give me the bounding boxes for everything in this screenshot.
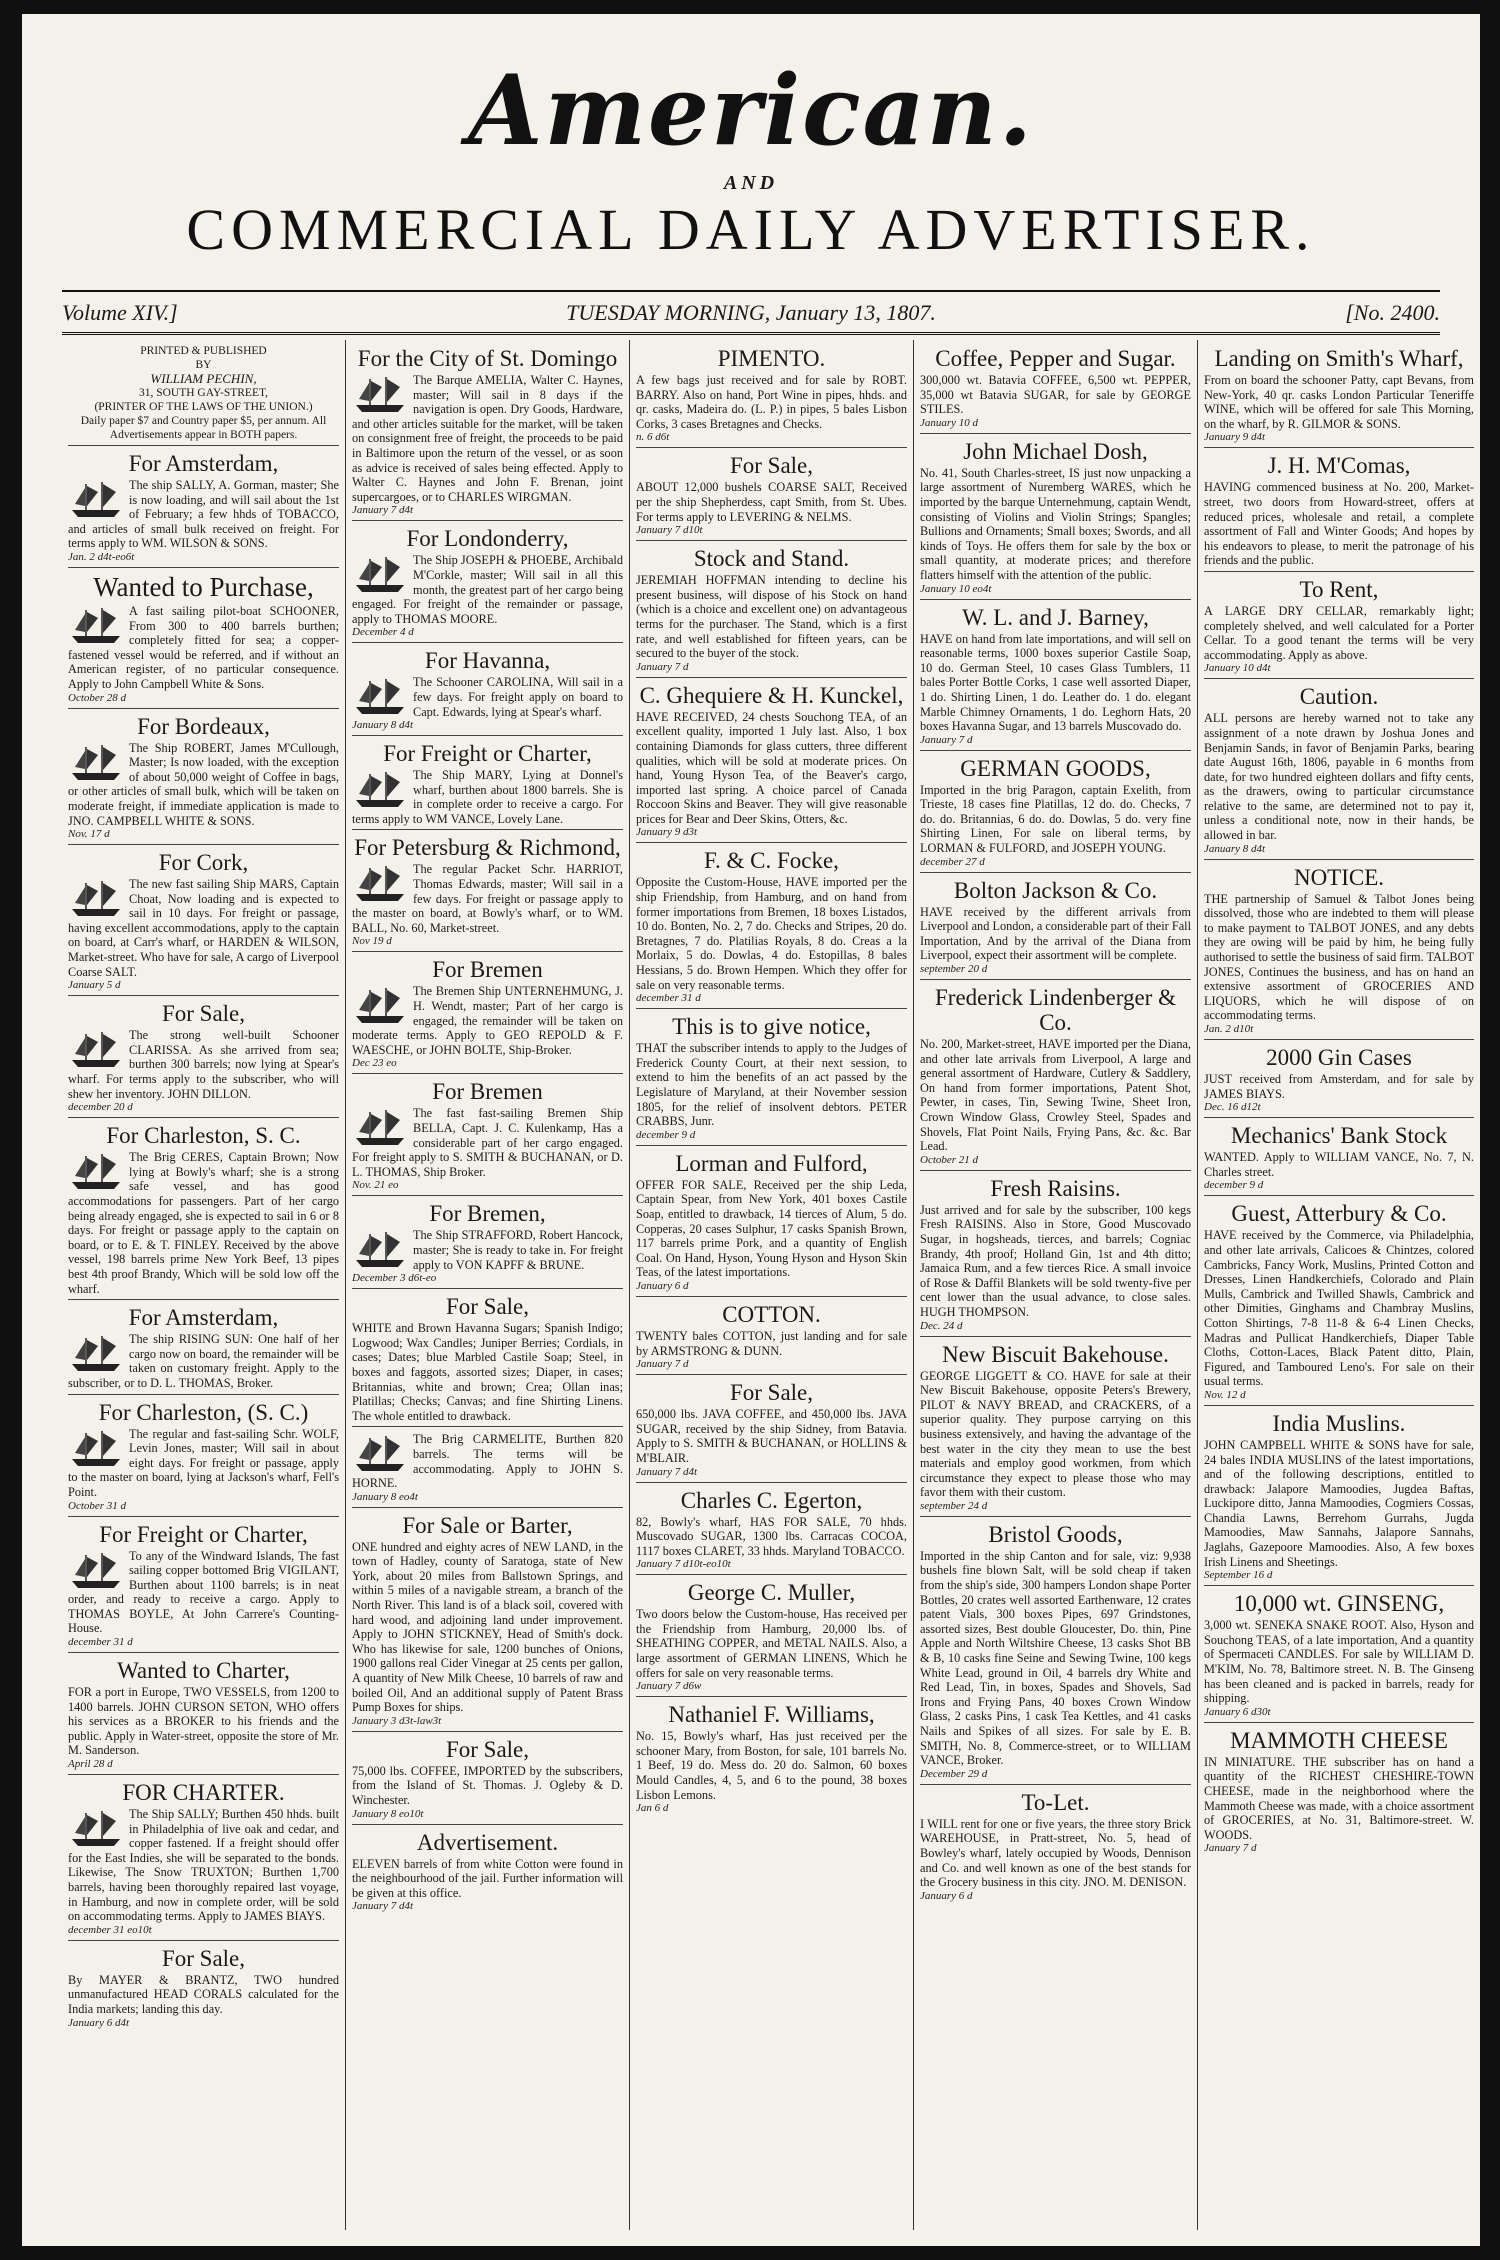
title-and: AND — [723, 172, 779, 194]
ship-icon — [68, 1152, 124, 1192]
ad-dateline: December 3 d6t-eo — [352, 1272, 437, 1285]
ad-body: JEREMIAH HOFFMAN intending to decline his present business, will dispose of his Stock on hand (which is a choice and excellent one) on advantageous terms for the purchaser. The Stand, which is a first rate, and well established for fifteen years, can be secured to the buyer of the stock. — [636, 573, 907, 661]
publisher-address: 31, SOUTH GAY-STREET, — [138, 387, 269, 399]
advertisement — [1204, 1411, 1474, 1586]
ad-body: No. 15, Bowly's wharf, Has just received per the schooner Mary, from Boston, for sale, 101 barrels No. 1 Beef, 19 do. Mess do. 20 do. Salmon, 60 boxes Mould Candles, 4, 5, and 6 to the pound, 38 boxes Lisbon Lemons. — [636, 1729, 907, 1802]
ship-icon — [68, 1809, 124, 1849]
advertisement — [1204, 1123, 1474, 1196]
ad-title: C. Ghequiere & H. Kunckel, — [639, 682, 904, 708]
ad-title: For Amsterdam, — [128, 1305, 279, 1331]
ad-body: The Ship SALLY; Burthen 450 hhds. built in Philadelphia of live oak and cedar, and copper fastened. If a freight should offer for the East Indies, she will be separated to the bonds. Likewise, The Snow TRUXTON; Burthen 1,700 barrels, having been thoroughly repaired last voyage, in Hamburg, and now in complete order, will be sold on accommodating terms. Apply to JAMES BIAYS. — [68, 1807, 339, 1924]
advertisement — [352, 1294, 623, 1427]
advertisement — [636, 848, 907, 1009]
ad-dateline: January 7 d — [1204, 1842, 1257, 1855]
advertisement — [352, 648, 623, 736]
ad-body: HAVE RECEIVED, 24 chests Souchong TEA, of an excellent quality, imported 1 July last. Also, 1 box containing Diamonds for glass cutters, three different qualities, which will be sold at moderate prices. On hand, Young Hyson Tea, of the Beaver's cargo, imported last spring. A choice parcel of Canada Roccoon Skins and Beaver. They will give reasonable prices for Bear and Deer Skins, Otters, &c. — [636, 709, 907, 826]
ad-body: 650,000 lbs. JAVA COFFEE, and 450,000 lbs. JAVA SUGAR, received by the ship Sidney, from Batavia. Apply to S. SMITH & BUCHANAN, or HOLLINS & M'BLAIR. — [636, 1407, 907, 1465]
advertisement — [352, 741, 623, 830]
ad-body: FOR a port in Europe, TWO VESSELS, from 1200 to 1400 barrels. JOHN CURSON SETON, WHO offers his services as a BROKER to his friends and the public. Apply in Water-street, opposite the store of Mr. M. Sanderson. — [68, 1685, 339, 1758]
column-1 — [62, 340, 346, 2230]
ad-title: To-Let. — [1021, 1789, 1090, 1815]
advertisement — [920, 1522, 1191, 1785]
advertisement — [636, 1488, 907, 1576]
advertisement — [352, 1830, 623, 1917]
advertisement — [1204, 684, 1474, 859]
ship-icon — [68, 1429, 124, 1469]
ad-title: Stock and Stand. — [693, 546, 850, 572]
ad-title: For Sale, — [161, 1001, 246, 1027]
ad-body: The new fast sailing Ship MARS, Captain Choat, Now loading and is expected to sail in 10 days. For freight or passage, having excellent accommodations, apply to the captain on board, at Carr's wharf, or HARDEN & WILSON, Market-street. Who have for sale, A cargo of Liverpool Coarse SALT. — [68, 877, 339, 979]
ad-dateline: January 8 eo4t — [352, 1490, 418, 1503]
ad-body: HAVE received by the different arrivals from Liverpool and London, a considerable part of their Fall Importation, And by the arrival of the Diana from Liverpool, expect their assortment will be complete. — [920, 904, 1191, 963]
advertisement — [1204, 577, 1474, 679]
ad-title: For Sale, — [729, 1380, 814, 1406]
advertisement — [68, 1522, 339, 1654]
ad-title: George C. Muller, — [687, 1580, 856, 1606]
advertisement — [920, 439, 1191, 600]
advertisement — [352, 526, 623, 643]
advertisement — [1204, 346, 1474, 448]
advertisement — [352, 1513, 623, 1732]
ship-icon — [68, 879, 124, 919]
ad-body: 82, Bowly's wharf, HAS FOR SALE, 70 hhds. Muscovado SUGAR, 1300 lbs. Carracas COCOA, 1117 boxes CLARET, 33 hhds. Maryland TOBACCO. — [636, 1514, 907, 1558]
ad-dateline: January 7 d — [636, 660, 689, 673]
advertisement — [636, 683, 907, 844]
ad-title: NOTICE. — [1293, 864, 1385, 890]
advertisement — [1204, 1045, 1474, 1118]
ad-title: For Freight or Charter, — [99, 1521, 308, 1547]
publisher-name: WILLIAM PECHIN, — [150, 371, 257, 386]
ad-body: The Schooner CAROLINA, Will sail in a few days. For freight apply on board to Capt. Edwards, lying at Spear's wharf. — [413, 675, 623, 719]
ad-dateline: January 7 d — [636, 1358, 689, 1371]
ad-title: Caution. — [1299, 684, 1379, 710]
advertisement — [636, 1702, 907, 1818]
advertisement — [352, 346, 623, 521]
advertisement — [68, 1001, 339, 1118]
ad-body: The strong well-built Schooner CLARISSA. As she arrived from sea; burthen 300 barrels; now lying at Spear's wharf. For terms apply to the subscriber, who will shew her inventory. JOHN DILLON. — [68, 1028, 339, 1101]
ad-title: Guest, Atterbury & Co. — [1231, 1201, 1447, 1227]
ad-dateline: December 4 d — [352, 626, 414, 639]
ad-body: WHITE and Brown Havanna Sugars; Spanish Indigo; Logwood; Wax Candles; Juniper Berries; Cordials, in cases; Dates; blue Marbled Castile Soap; Steel, in boxes and faggots, assorted sizes; Diaper, in cases; Britannias, white and brown; Crea; Ollan inas; Platillas; Checks; Canvas; and fine Shirting Linens. The whole entitled to drawback. — [352, 1321, 623, 1423]
imprint-line: (PRINTER OF THE LAWS OF THE UNION.) — [94, 401, 313, 413]
advertisement — [920, 878, 1191, 980]
ad-dateline: January 6 d30t — [1204, 1705, 1271, 1718]
advertisement — [68, 1400, 339, 1517]
advertisement — [920, 756, 1191, 873]
volume-number: Volume XIV.] — [62, 300, 178, 325]
advertisement — [920, 346, 1191, 434]
ad-title: For Bremen — [432, 957, 543, 983]
ad-body: The regular and fast-sailing Schr. WOLF, Levin Jones, master; Will sail in about eight days. For freight or passage, apply to the master on board, lying at Jackson's wharf, Fell's Point. — [68, 1426, 339, 1499]
advertisement — [920, 1342, 1191, 1517]
ad-dateline: Nov. 17 d — [68, 828, 110, 841]
ad-dateline: december 27 d — [920, 855, 985, 868]
ad-dateline: January 6 d — [636, 1279, 689, 1292]
ad-dateline: January 7 d4t — [352, 1900, 414, 1913]
ad-dateline: Nov. 21 eo — [352, 1179, 399, 1192]
subscription-terms: Daily paper $7 and Country paper $5, per annum. All Advertisements appear in BOTH papers. — [80, 415, 327, 441]
ad-dateline: January 10 d4t — [1204, 662, 1271, 675]
ad-title: For Bremen, — [429, 1201, 546, 1227]
ship-icon — [352, 555, 408, 595]
ad-title: FOR CHARTER. — [122, 1780, 285, 1806]
ad-dateline: January 10 d — [920, 416, 979, 429]
ad-body: The regular Packet Schr. HARRIOT, Thomas Edwards, master; Will sail in a few days. For freight or passage apply to the master on board, at Bowly's wharf, or to WM. BALL, No. 60, Market-street. — [352, 862, 623, 935]
ad-title: For Amsterdam, — [128, 451, 279, 476]
advertisement — [1204, 453, 1474, 572]
ad-dateline: september 20 d — [920, 963, 988, 976]
ad-dateline: September 16 d — [1204, 1569, 1273, 1582]
ad-dateline: January 5 d — [68, 979, 121, 992]
ad-body: The fast fast-sailing Bremen Ship BELLA, Capt. J. C. Kulenkamp, Has a considerable part of her cargo engaged. For freight apply to S. SMITH & BUCHANAN, or D. L. THOMAS, Ship Broker. — [352, 1106, 623, 1179]
advertisement — [636, 1380, 907, 1482]
ship-icon — [68, 606, 124, 646]
ad-body: A few bags just received and for sale by ROBT. BARRY. Also on hand, Port Wine in pipes, hhds. and qr. casks, Madeira do. (L. P.) in pipes, 5 bales Lisbon Corks, 3 cases Bretagnes and Checks. — [636, 373, 907, 431]
ad-body: GEORGE LIGGETT & CO. HAVE for sale at their New Biscuit Bakehouse, opposite Peters's Brewery, PILOT & NAVY BREAD, and CRACKERS, of a superior quality. They purpose carrying on this business extensively, and having the advantage of the best water in the city they mean to use the best materials and employ good workmen, from which circumstance they expect to please those who may favor them with their custom. — [920, 1368, 1191, 1500]
advertisement — [68, 850, 339, 996]
ad-dateline: January 3 d3t-law3t — [352, 1714, 442, 1727]
advertisement — [636, 1014, 907, 1146]
ad-dateline: december 20 d — [68, 1101, 133, 1114]
ad-title: For Bremen — [432, 1079, 543, 1105]
ad-title: For Sale, — [445, 1294, 530, 1320]
ad-dateline: January 7 d10t — [636, 524, 703, 537]
ad-dateline: January 7 d — [920, 733, 973, 746]
ad-body: 3,000 wt. SENEKA SNAKE ROOT. Also, Hyson and Souchong TEAS, of a late importation, And a quantity of Spermaceti CANDLES. For sale by WILLIAM D. M'KIM, No. 78, Baltimore street. N. B. The Ginseng has been cleaned and is packed in barrels, ready for shipping. — [1204, 1618, 1474, 1706]
masthead — [22, 14, 1480, 325]
ad-body: By MAYER & BRANTZ, TWO hundred unmanufactured HEAD CORALS calculated for the India markets; landing this day. — [68, 1972, 339, 2016]
ad-title: Wanted to Purchase, — [93, 571, 314, 602]
ad-body: THAT the subscriber intends to apply to the Judges of Frederick County Court, at their next session, to extend to him the benefits of an act passed by the Legislature of Maryland, at their November session 1805, for the relief of insolvent debtors. PETER CRABBS, Junr. — [636, 1041, 907, 1129]
ad-body: HAVING commenced business at No. 200, Market-street, two doors from Howard-street, offers at reduced prices, wholesale and retail, a complete assortment of Fall and Winter Goods; And hopes by his endeavors to please, to merit the patronage of his friends and the public. — [1204, 480, 1474, 568]
ad-body: No. 41, South Charles-street, IS just now unpacking a large assortment of Nuremberg WARES, which he imported by the barque Unternehmung, captain Wendt, consisting of Violins and Violin Strings; Spangles; Bullions and Ornaments; Small boxes; Swords, and all kinds of Toys. He offers them for sale by the box or small quantity, at moderate prices; and therefore flatters himself with the attention of the public. — [920, 465, 1191, 582]
ad-title: Landing on Smith's Wharf, — [1214, 346, 1464, 371]
ad-body: Imported in the ship Canton and for sale, viz: 9,938 bushels fine blown Salt, will be sold cheap if taken from the ship's side, 300 hampers London shape Porter Bottles, 20 crates well assorted Earthenware, 12 crates patent Vials, 300 boxes Pipes, 697 Grindstones, assorted sizes, Best double Gloucester, Do. thin, Pine Apple and North Wiltshire Cheese, 13 casks Shot BB & B, 10 casks fine Seine and Sewing Twine, 100 kegs White Lead, ground in Oil, 4 barrels dry White and Red Lead, Tin, in boxes, Spades and Shovels, Sad Irons and Frying Pans, 40 boxes Crown Window Glass, 2 casks Pins, 1 cask Tea Kettles, and 41 casks Nails and Spikes of all sizes. For sale by E. B. SMITH, No. 8, Commerce-street, or to WILLIAM VANCE, Broker. — [920, 1548, 1191, 1768]
ad-title: W. L. and J. Barney, — [962, 604, 1149, 630]
ad-body: 75,000 lbs. COFFEE, IMPORTED by the subscribers, from the Island of St. Thomas. J. Ogleby & D. Winchester. — [352, 1763, 623, 1807]
ad-dateline: January 7 d6w — [636, 1680, 702, 1693]
advertisement — [920, 985, 1191, 1171]
ad-title: Fresh Raisins. — [990, 1175, 1121, 1201]
ad-title: For Sale or Barter, — [402, 1512, 573, 1538]
advertisement — [68, 714, 339, 846]
ship-icon — [352, 1108, 408, 1148]
ad-body: ALL persons are hereby warned not to take any assignment of a note drawn by Joshua Jones and Benjamin Sands, in favor of Benjamin Parks, bearing date August 16th, 1806, payable in 6 months from date, for two hundred eighteen dollars and fifty cents, as the drawers, owing to particular circumstance relative to the same, are determined not to pay it, unless a conditional note, now in their hands, be allowed in bar. — [1204, 711, 1474, 843]
advertisement — [1204, 865, 1474, 1040]
ad-dateline: Dec. 16 d12t — [1204, 1101, 1261, 1114]
column-3 — [630, 340, 914, 2230]
advertisement — [920, 1176, 1191, 1337]
ship-icon — [68, 1334, 124, 1374]
ad-dateline: October 21 d — [920, 1153, 979, 1166]
ad-body: The Ship STRAFFORD, Robert Hancock, master; She is ready to take in. For freight apply to VON KAPFF & BRUNE. — [413, 1228, 623, 1272]
advertisement — [68, 1658, 339, 1775]
ad-title: COTTON. — [722, 1301, 821, 1327]
dateline-rule — [62, 332, 1440, 335]
advertisement — [352, 1079, 623, 1196]
ad-dateline: Nov 19 d — [352, 935, 392, 948]
ad-dateline: October 31 d — [68, 1499, 127, 1512]
ad-title: Nathaniel F. Williams, — [668, 1702, 875, 1728]
ad-body: The Barque AMELIA, Walter C. Haynes, master; Will sail in 8 days if the navigation is open. Dry Goods, Hardware, and other articles suitable for the market, will be taken on consignment free of freight, the proceeds to be paid in Baltimore upon the return of the vessel, or as soon as advice is received of sales being effected. Apply to Walter C. Haynes and John F. Brenan, joint supercargoes, or to CHARLES WIRGMAN. — [352, 373, 623, 504]
ad-dateline: Nov. 12 d — [1204, 1388, 1246, 1401]
ad-title: Bristol Goods, — [988, 1521, 1123, 1547]
advertisement — [636, 546, 907, 678]
ad-body: The Ship MARY, Lying at Donnel's wharf, burthen about 1800 barrels. She is in complete order to receive a cargo. For terms apply to WM VANCE, Lovely Lane. — [352, 768, 623, 826]
ad-dateline: Dec 23 eo — [352, 1057, 397, 1070]
ad-dateline: Jan 6 d — [636, 1802, 669, 1815]
ad-body: No. 200, Market-street, HAVE imported per the Diana, and other late arrivals from Liverpool, A large and general assortment of Hardware, Cutlery & Saddlery, On hand from former importations, Patent Shot, Pewter, in cases, Tin, Sewing Twine, Sheet Iron, Crown Window Glass, Crowley Steel, Spades and Shovels, Flat Point Nails, Frying Pans, &c. &c. Bar Lead. — [920, 1037, 1191, 1154]
advertisement — [636, 346, 907, 448]
columns — [62, 340, 1480, 2230]
ad-title: J. H. M'Comas, — [1267, 453, 1411, 479]
ad-title: For Havanna, — [424, 648, 551, 674]
ad-dateline: december 9 d — [1204, 1179, 1264, 1192]
ad-dateline: Dec. 24 d — [920, 1319, 963, 1332]
ad-body: Imported in the brig Paragon, captain Exelith, from Trieste, 18 cases fine Platillas, 12 do. do. Checks, 7 do. do. Britannias, 6 do. do. Dowlas, 5 do. very fine Shirting Linen, For sale on liberal terms, by LORMAN & FULFORD, and JOSEPH YOUNG. — [920, 782, 1191, 856]
column-4 — [914, 340, 1198, 2230]
ad-title: For Petersburg & Richmond, — [354, 835, 621, 861]
newspaper-subtitle: COMMERCIAL DAILY ADVERTISER. — [186, 197, 1316, 262]
ad-body: ELEVEN barrels of from white Cotton were found in the neighbourhood of the jail. Further information will be given at this office. — [352, 1856, 623, 1900]
advertisement — [68, 1123, 339, 1300]
ad-dateline: January 8 d4t — [352, 719, 414, 732]
ad-body: HAVE received by the Commerce, via Philadelphia, and other late arrivals, Calicoes & Chintzes, colored Cambricks, Fancy Work, Muslins, Printed Cotton and Dresses, Linen Handkerchiefs, Colorado and Plain Mulls, Cambrick and Twilled Shawls, Cambrick and other Dimities, Ginghams and Chambray Muslins, Cotton Shirtings, 7-8 11-8 & 6-4 Linen Checks, Madras and Pullicat Handkerchiefs, Diaper Table Cloths, Cotton-Laces, Black Patent ditto, Plain, Figured, and Tamboured Leno's. For sale on their usual terms. — [1204, 1228, 1474, 1389]
advertisement — [636, 1580, 907, 1697]
ad-body: The Bremen Ship UNTERNEHMUNG, J. H. Wendt, master; Part of her cargo is engaged, the remainder will be taken on moderate terms. Apply to GEO REPOLD & F. WAESCHE, or JOHN BOLTE, Ship-Broker. — [352, 984, 623, 1057]
advertisement — [68, 1780, 339, 1941]
newspaper-title: American. — [467, 54, 1035, 167]
ad-title: Charles C. Egerton, — [680, 1487, 863, 1513]
ad-body: The Brig CARMELITE, Burthen 820 barrels. The terms will be accommodating. Apply to JOHN S. HORNE. — [352, 1432, 623, 1491]
issue-number: [No. 2400. — [1345, 300, 1440, 325]
ad-title: Mechanics' Bank Stock — [1230, 1123, 1448, 1149]
ad-dateline: January 10 eo4t — [920, 582, 992, 595]
ad-dateline: Jan. 2 d10t — [1204, 1023, 1254, 1035]
ad-dateline: January 7 d10t-eo10t — [636, 1558, 731, 1571]
ad-body: JOHN CAMPBELL WHITE & SONS have for sale, 24 bales INDIA MUSLINS of the latest importations, and of the following descriptions, entitled to drawback: Jalapore Mamoodies, Jugdea Baftas, Luckipore ditto, Janna Mamoodies, Cogmiers Cossas, Chandia Lawns, Berrehom Gurrahs, Jugda Mamoodies, Maw Sannahs, Jalapore Sannahs, Jaglahs, Gazepoore Mamoodies. Also, A few boxes Irish Linens and Sheetings. — [1204, 1437, 1474, 1569]
advertisement — [920, 1790, 1191, 1906]
imprint-line: BY — [195, 359, 212, 371]
ad-body: A LARGE DRY CELLAR, remarkably light; completely shelved, and well calculated for a Porter Cellar. To a good tenant the terms will be very accommodating. Apply as above. — [1204, 603, 1474, 662]
ad-title: For Londonderry, — [406, 526, 569, 552]
advertisement — [1204, 1728, 1474, 1859]
ad-title: 2000 Gin Cases — [1266, 1045, 1412, 1070]
ad-body: ONE hundred and eighty acres of NEW LAND, in the town of Hadley, county of Saratoga, state of New York, about 20 miles from Ballstown Springs, and within 5 miles of a navigable stream, a branch of the North River. This land is of a black soil, covered with hard wood, and adjoining land under improvement. Apply to JOHN STICKNEY, Head of Smith's dock. Who has likewise for sale, 1200 bunches of Onions, 1900 gallons real Cider Vinegar at 25 cents per gallon, A quantity of New Milk Cheese, 10 barrels of raw and boiled Oil, And an additional supply of Patent Brass Pump Boxes for ships. — [352, 1539, 623, 1715]
ad-body: To any of the Windward Islands, The fast sailing copper bottomed Brig VIGILANT, Burthen about 1100 barrels; is in neat order, and ready to receive a cargo. Apply to THOMAS BOYLE, At John Carrere's Counting-House. — [68, 1548, 339, 1636]
advertisement — [68, 573, 339, 709]
ship-icon — [68, 480, 124, 520]
ad-title: Bolton Jackson & Co. — [953, 877, 1158, 903]
ship-icon — [352, 864, 408, 904]
ship-icon — [68, 1030, 124, 1070]
ad-dateline: n. 6 d6t — [636, 431, 670, 444]
ad-body: 300,000 wt. Batavia COFFEE, 6,500 wt. PEPPER, 35,000 wt Batavia SUGAR, for sale by GEORGE STILES. — [920, 373, 1191, 417]
ad-body: The ship SALLY, A. Gorman, master; She is now loading, and will sail about the 1st of February; a few hhds of TOBACCO, and articles of small bulk received on freight. For terms apply to WM. WILSON & SONS. — [68, 478, 339, 551]
ad-title: India Muslins. — [1272, 1410, 1406, 1436]
advertisement — [636, 1151, 907, 1297]
advertisement — [68, 1305, 339, 1394]
ad-dateline: January 8 d4t — [1204, 842, 1266, 855]
ad-dateline: december 31 d — [68, 1636, 133, 1649]
advertisement — [352, 1737, 623, 1825]
ad-body: Opposite the Custom-House, HAVE imported per the ship Friendship, from Hamburg, and on hand from former importations from Bremen, 18 boxes Listados, 10 do. Bonten, No. 2, 7 do. Checks and Stripes, 20 do. Bretagnes, 7 do. Platilias Royals, 8 do. Creas a la Morlaix, 5 do. Dowlas, 4 do. Estopillas, 8 bales Hessians, 5 do. Brown Hempen. Which they offer for sale on very reasonable terms. — [636, 875, 907, 992]
ad-body: IN MINIATURE. THE subscriber has on hand a quantity of the RICHEST CHESHIRE-TOWN CHEESE, made in the neighborhood where the Mammoth Cheese was made, with a choice assortment of GROCERIES, at No. 31, Baltimore-street. W. WOODS. — [1204, 1754, 1474, 1842]
ad-body: THE partnership of Samuel & Talbot Jones being dissolved, those who are indebted to them will please to make payment to TALBOT JONES, and any debts they are owing will be paid by him, he being fully authorised to settle the business of said firm. TALBOT JONES, Continues the business, and has on hand an extensive assortment of GROCERIES AND LIQUORS, which he will dispose of on accommodating terms. — [1204, 891, 1474, 1023]
ship-icon — [352, 677, 408, 717]
ad-body: The Ship JOSEPH & PHOEBE, Archibald M'Corkle, master; Will sail in all this month, the greatest part of her cargo being engaged. For freight of the remainder or passage, apply to THOMAS MOORE. — [352, 553, 623, 626]
ad-title: For the City of St. Domingo — [357, 346, 618, 371]
imprint — [68, 344, 339, 446]
ad-title: This is to give notice, — [672, 1014, 871, 1040]
ad-dateline: Jan. 2 d4t-eo6t — [68, 550, 135, 563]
imprint-line: PRINTED & PUBLISHED — [140, 345, 267, 357]
ad-body: TWENTY bales COTTON, just landing and for sale by ARMSTRONG & DUNN. — [636, 1328, 907, 1358]
ad-dateline: december 31 d — [636, 992, 701, 1005]
ad-title: For Sale, — [729, 453, 814, 479]
ship-icon — [352, 1434, 408, 1474]
ad-body: JUST received from Amsterdam, and for sale by JAMES BIAYS. — [1204, 1072, 1474, 1101]
ad-title: New Biscuit Bakehouse. — [942, 1341, 1169, 1367]
ad-title: To Rent, — [1299, 576, 1379, 602]
ad-body: ABOUT 12,000 bushels COARSE SALT, Received per the ship Shepherdess, capt Smith, from St. Ubes. For terms apply to LEVERING & NELMS. — [636, 480, 907, 524]
ad-title: For Cork, — [158, 850, 249, 876]
newspaper-page — [22, 14, 1480, 2246]
advertisement — [352, 835, 623, 952]
ad-dateline: December 29 d — [920, 1767, 988, 1780]
ad-dateline: september 24 d — [920, 1499, 988, 1512]
ad-body: The ship RISING SUN: One half of her cargo now on board, the remainder will be taken on customary freight. Apply to the subscriber, or to D. L. THOMAS, Broker. — [68, 1332, 339, 1390]
advertisement — [352, 957, 623, 1074]
ad-title: MAMMOTH CHEESE — [1230, 1727, 1448, 1753]
ad-dateline: January 7 d4t — [352, 504, 414, 517]
ad-body: I WILL rent for one or five years, the three story Brick WAREHOUSE, in Pratt-street, No. 5, head of Bowley's wharf, lately occupied by Woods, Dennison and Co. and well known as one of the best stands for the Grocery business in this city. JNO. M. DENISON. — [920, 1816, 1191, 1890]
ship-icon — [68, 1551, 124, 1591]
ad-dateline: April 28 d — [68, 1758, 113, 1771]
ad-title: PIMENTO. — [717, 346, 826, 371]
ship-icon — [68, 743, 124, 783]
ad-body: HAVE on hand from late importations, and will sell on reasonable terms, 1000 boxes superior Castile Soap, 10 do. German Steel, 10 cases Glass Tumblers, 11 bales Porter Bottle Corks, 1 case well assorted Diaper, 1 do. Shirting Linen, 1 do. Leather do. 1 do. elegant Marble Chimney Ornaments, 1 do. Leghorn Hats, 20 boxes Havanna Sugar, and 13 barrels Muscovado do. — [920, 631, 1191, 734]
ad-dateline: January 8 eo10t — [352, 1807, 424, 1820]
ad-dateline: January 7 d4t — [636, 1465, 698, 1478]
ship-icon — [352, 986, 408, 1026]
advertisement — [68, 451, 339, 568]
ad-title: For Bordeaux, — [137, 713, 270, 739]
ad-body: From on board the schooner Patty, capt Bevans, from New-York, 40 qr. casks London Particular Teneriffe WINE, which will be offered for sale This Morning, on the wharf, by R. GILMOR & SONS. — [1204, 373, 1474, 431]
ad-title: F. & C. Focke, — [704, 848, 839, 874]
ad-title: For Freight or Charter, — [383, 741, 592, 767]
ad-dateline: January 9 d4t — [1204, 431, 1266, 444]
advertisement — [636, 453, 907, 541]
dateline — [62, 300, 1440, 328]
ad-title: John Michael Dosh, — [963, 438, 1148, 464]
ad-title: 10,000 wt. GINSENG, — [1233, 1591, 1445, 1617]
ad-title: For Sale, — [445, 1736, 530, 1762]
ship-icon — [352, 1230, 408, 1270]
ad-title: Advertisement. — [416, 1829, 559, 1855]
masthead-rule — [62, 290, 1440, 292]
ad-body: Two doors below the Custom-house, Has received per the Friendship from Hamburg, 20,000 lbs. of SHEATHING COPPER, and METAL NAILS. Also, a large assortment of GERMAN LINENS, Which he offers for sale on very reasonable terms. — [636, 1607, 907, 1680]
ship-icon — [352, 375, 408, 415]
ad-title: GERMAN GOODS, — [960, 755, 1151, 781]
advertisement — [352, 1201, 623, 1289]
ad-body: A fast sailing pilot-boat SCHOONER, From 300 to 400 barrels burthen; completely fitted for sea; a copper-fastened vessel would be referred, and if without an American register, of no particular consequence. Apply to John Campbell White & Sons. — [68, 603, 339, 691]
ad-body: The Ship ROBERT, James M'Cullough, Master; Is now loaded, with the exception of about 50,000 weight of Coffee in bags, or other articles of small bulk, which will be taken on moderate freight, if immediate application is made to JNO. CAMPBELL WHITE & SONS. — [68, 740, 339, 828]
ad-body: The Brig CERES, Captain Brown; Now lying at Bowly's wharf; she is a strong safe vessel, and has good accommodations for passengers. Part of her cargo being already engaged, she is expected to sail in 6 or 8 days. For freight or passage apply to the captain on board, or to E. & T. FINLEY. Received by the above vessel, 198 barrels prime New York Beef, 13 pipes best 4th proof Brandy, Which will be sold low off the wharf. — [68, 1150, 339, 1296]
ad-title: Coffee, Pepper and Sugar. — [935, 346, 1176, 371]
advertisement — [1204, 1201, 1474, 1406]
ad-body: OFFER FOR SALE, Received per the ship Leda, Captain Spear, from New York, 401 boxes Castile Soap, entitled to drawback, 14 tierces of Alum, 5 do. Copperas, 20 cases Sulphur, 17 casks Spanish Brown, 117 barrels prime Pork, and a quantity of English Coal. On Hand, Hyson, Young Hyson and Hyson Skin Teas, of the latest importations. — [636, 1177, 907, 1280]
column-2 — [346, 340, 630, 2230]
advertisement — [920, 605, 1191, 751]
advertisement — [1204, 1591, 1474, 1723]
ad-body: WANTED. Apply to WILLIAM VANCE, No. 7, N. Charles street. — [1204, 1150, 1474, 1179]
ad-dateline: January 6 d4t — [68, 2016, 130, 2029]
advertisement — [352, 1432, 623, 1507]
column-5 — [1198, 340, 1480, 2230]
ship-icon — [352, 770, 408, 810]
ad-dateline: January 9 d3t — [636, 826, 698, 839]
ad-title: For Sale, — [161, 1945, 246, 1971]
ad-dateline: October 28 d — [68, 691, 127, 704]
ad-dateline: January 6 d — [920, 1889, 973, 1902]
advertisement — [68, 1946, 339, 2033]
ad-title: Frederick Lindenberger & Co. — [935, 985, 1176, 1036]
ad-title: For Charleston, S. C. — [106, 1123, 301, 1149]
ad-body: Just arrived and for sale by the subscriber, 100 kegs Fresh RAISINS. Also in Store, Good Muscovado Sugar, in hogsheads, tierces, and barrels; Cogniac Brandy, 4th proof; Holland Gin, 1st and 4th ditto; Jamaica Rum, and a few tierces Rice. A small invoice of Rose & Daffil Blankets will be sold twenty-five per cent lower than the usual advance, to close sales. HUGH THOMPSON. — [920, 1202, 1191, 1319]
advertisement — [636, 1302, 907, 1375]
ad-title: For Charleston, (S. C.) — [98, 1399, 309, 1425]
ad-dateline: december 31 eo10t — [68, 1923, 152, 1936]
ad-title: Wanted to Charter, — [117, 1658, 290, 1684]
issue-date: TUESDAY MORNING, January 13, 1807. — [566, 300, 936, 325]
ad-title: Lorman and Fulford, — [675, 1150, 868, 1176]
ad-dateline: december 9 d — [636, 1128, 696, 1141]
